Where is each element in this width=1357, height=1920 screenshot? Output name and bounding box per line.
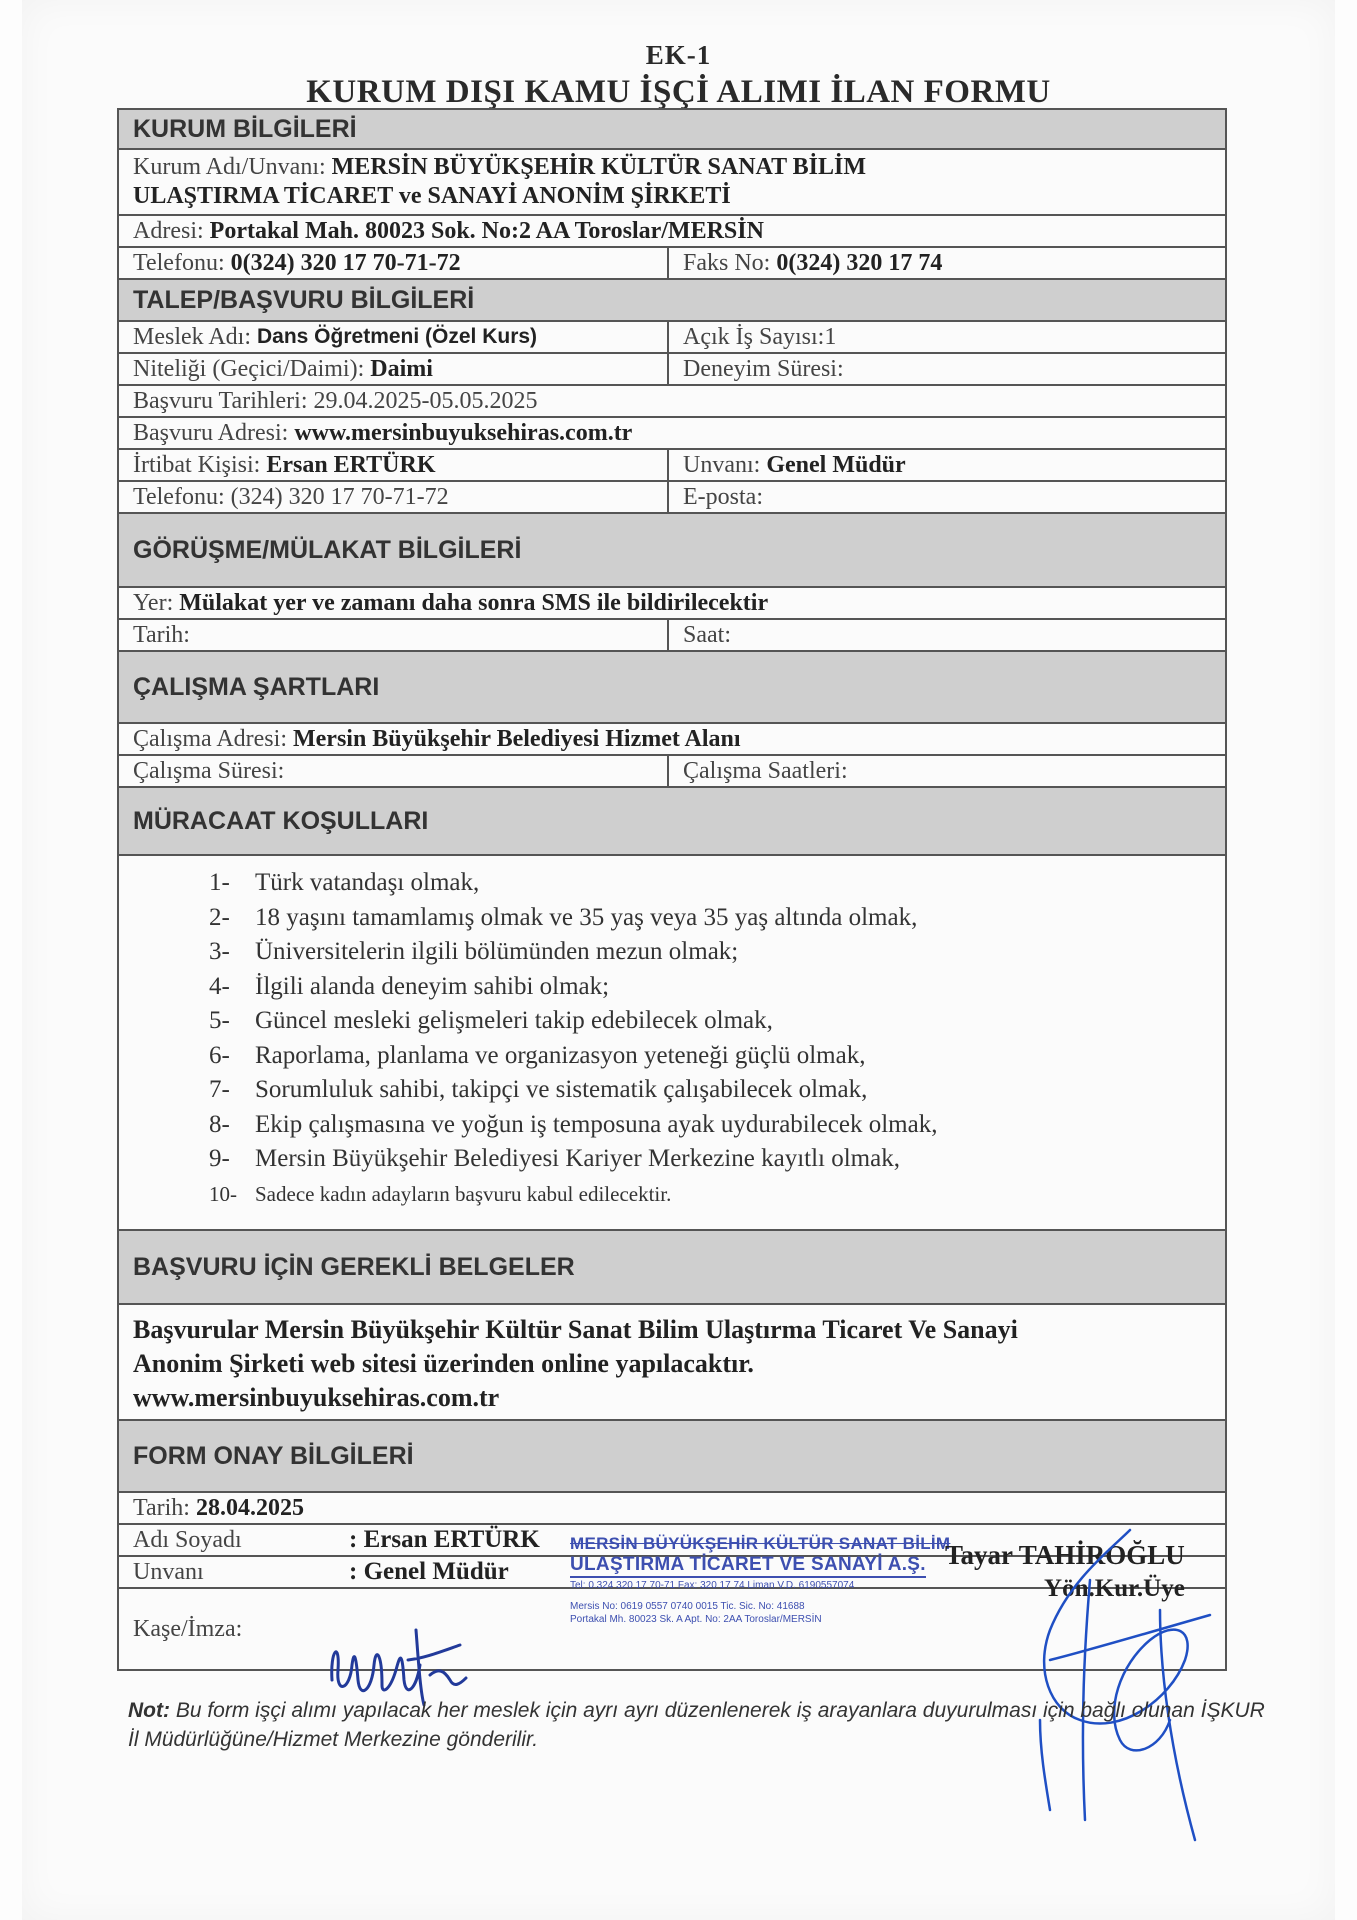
section-muracaat: MÜRACAAT KOŞULLARI	[119, 788, 1225, 856]
openings-label: Açık İş Sayısı:	[683, 323, 825, 350]
note-text: Bu form işçi alımı yapılacak her meslek için ayrı ayrı düzenlenerek iş arayanlara duyurulması için bağlı olunan İŞKUR İl Müdürlüğüne/Hizmet Merkezine gönderilir.	[128, 1699, 1265, 1751]
work-address-label: Çalışma Adresi:	[133, 725, 287, 752]
contact-title-value: Genel Müdür	[766, 451, 906, 478]
interview-place-value: Mülakat yer ve zamanı daha sonra SMS ile bildirilecektir	[179, 589, 769, 616]
approval-title-label: Unvanı	[133, 1558, 204, 1585]
condition-item: 1- Türk vatandaşı olmak,	[209, 869, 480, 896]
dates-value: 29.04.2025-05.05.2025	[313, 387, 538, 414]
documents-block	[119, 1305, 1225, 1421]
kurum-address: Portakal Mah. 80023 Sok. No:2 AA Toroslar/MERSİN	[209, 217, 764, 244]
stamp-label: Kaşe/İmza:	[133, 1615, 243, 1642]
kurum-name-line2: ULAŞTIRMA TİCARET ve SANAYİ ANONİM ŞİRKETİ	[133, 183, 731, 209]
section-gorusme: GÖRÜŞME/MÜLAKAT BİLGİLERİ	[119, 514, 1225, 588]
work-hours-label: Çalışma Saatleri:	[683, 757, 848, 784]
form-title: KURUM DIŞI KAMU İŞÇİ ALIMI İLAN FORMU	[306, 74, 1051, 110]
condition-item: 9- Mersin Büyükşehir Belediyesi Kariyer Merkezine kayıtlı olmak,	[209, 1145, 900, 1172]
kurum-name-label: Kurum Adı/Unvanı:	[133, 154, 326, 180]
contact-title-label: Unvanı:	[683, 451, 761, 478]
interview-date-label: Tarih:	[133, 621, 190, 648]
approval-name-value: : Ersan ERTÜRK	[349, 1526, 540, 1553]
row-type	[119, 354, 1225, 386]
row-kurum-address	[119, 216, 1225, 248]
stamp-line5: Portakal Mh. 80023 Sk. A Apt. No: 2AA Toroslar/MERSİN	[570, 1614, 822, 1625]
row-contact-phone	[119, 482, 1225, 514]
work-address-value: Mersin Büyükşehir Belediyesi Hizmet Alanı	[292, 725, 741, 752]
row-kurum-phone	[119, 248, 1225, 280]
stamp-line1: MERSİN BÜYÜKŞEHİR KÜLTÜR SANAT BİLİM	[570, 1534, 951, 1553]
form-code: EK-1	[645, 40, 712, 70]
row-dates	[119, 386, 1225, 418]
kurum-phone: 0(324) 320 17 70-71-72	[230, 249, 461, 276]
stamp-line4: Mersis No: 0619 0557 0740 0015 Tic. Sic. No: 41688	[570, 1601, 805, 1612]
documents-line1: Başvurular Mersin Büyükşehir Kültür Sanat Bilim Ulaştırma Ticaret Ve Sanayi	[133, 1315, 1018, 1344]
kurum-fax: 0(324) 320 17 74	[776, 249, 943, 276]
dates-label: Başvuru Tarihleri:	[133, 387, 308, 414]
row-work-duration	[119, 756, 1225, 788]
kurum-phone-label: Telefonu:	[133, 249, 225, 276]
announcement-form	[117, 108, 1227, 1671]
section-calisma: ÇALIŞMA ŞARTLARI	[119, 652, 1225, 724]
contact-label: İrtibat Kişisi:	[133, 451, 261, 478]
row-contact	[119, 450, 1225, 482]
row-work-address	[119, 724, 1225, 756]
row-kurum-name	[119, 150, 1225, 216]
conditions-list	[119, 856, 1225, 1211]
condition-item: 8- Ekip çalışmasına ve yoğun iş temposuna ayak uydurabilecek olmak,	[209, 1110, 938, 1138]
condition-item: 7- Sorumluluk sahibi, takipçi ve sistematik çalışabilecek olmak,	[209, 1076, 868, 1103]
company-stamp	[570, 1534, 970, 1625]
condition-item: 4- İlgili alanda deneyim sahibi olmak;	[209, 972, 610, 1000]
row-approval-date	[119, 1493, 1225, 1525]
condition-item: 2- 18 yaşını tamamlamış olmak ve 35 yaş veya 35 yaş altında olmak,	[209, 903, 918, 931]
app-address-label: Başvuru Adresi:	[133, 419, 289, 446]
approval-date-label: Tarih:	[133, 1494, 190, 1521]
signer-name: Tayar TAHİROĞLU	[945, 1540, 1185, 1570]
stamp-line2: ULAŞTIRMA TİCARET VE SANAYİ A.Ş.	[570, 1554, 926, 1578]
condition-item: 5- Güncel mesleki gelişmeleri takip edebilecek olmak,	[209, 1007, 773, 1034]
contact-phone-value: (324) 320 17 70-71-72	[230, 483, 449, 510]
documents-url: www.mersinbuyuksehiras.com.tr	[133, 1383, 500, 1412]
approval-title-value: : Genel Müdür	[349, 1558, 509, 1585]
signer-title: Yön.Kur.Üye	[1044, 1575, 1185, 1602]
type-label: Niteliği (Geçici/Daimi):	[133, 355, 365, 382]
app-address-value: www.mersinbuyuksehiras.com.tr	[294, 419, 633, 446]
section-belgeler: BAŞVURU İÇİN GEREKLİ BELGELER	[119, 1231, 1225, 1305]
kurum-name-line1: MERSİN BÜYÜKŞEHİR KÜLTÜR SANAT BİLİM	[331, 154, 866, 180]
contact-phone-label: Telefonu:	[133, 483, 225, 510]
kurum-address-label: Adresi:	[133, 217, 204, 244]
interview-place-label: Yer:	[133, 589, 174, 616]
section-onay: FORM ONAY BİLGİLERİ	[119, 1421, 1225, 1493]
documents-line2: Anonim Şirketi web sitesi üzerinden online yapılacaktır.	[133, 1349, 754, 1378]
job-label: Meslek Adı:	[133, 323, 251, 350]
job-value: Dans Öğretmeni (Özel Kurs)	[257, 325, 538, 348]
openings-value: 1	[824, 323, 837, 350]
contact-value: Ersan ERTÜRK	[266, 451, 436, 478]
interview-time-label: Saat:	[683, 621, 731, 648]
conditions-block	[119, 856, 1225, 1231]
approval-date-value: 28.04.2025	[195, 1494, 304, 1521]
condition-item: 3- Üniversitelerin ilgili bölümünden mezun olmak;	[209, 938, 739, 965]
condition-item: 6- Raporlama, planlama ve organizasyon yeteneği güçlü olmak,	[209, 1041, 866, 1069]
experience-label: Deneyim Süresi:	[683, 355, 844, 382]
note-label: Not:	[128, 1699, 170, 1722]
row-interview-date	[119, 620, 1225, 652]
kurum-fax-label: Faks No:	[683, 249, 771, 276]
row-interview-place	[119, 588, 1225, 620]
section-kurum: KURUM BİLGİLERİ	[119, 110, 1225, 150]
work-duration-label: Çalışma Süresi:	[133, 757, 285, 784]
type-value: Daimi	[370, 355, 433, 382]
section-talep: TALEP/BAŞVURU BİLGİLERİ	[119, 280, 1225, 322]
approval-name-label: Adı Soyadı	[133, 1526, 242, 1553]
second-signer	[945, 1540, 1185, 1603]
footer-note	[128, 1696, 1278, 1754]
stamp-line3: Tel: 0.324 320 17 70-71 Fax: 320 17 74 Liman V.D. 6190557074	[570, 1580, 855, 1591]
row-job	[119, 322, 1225, 354]
email-label: E-posta:	[683, 483, 763, 510]
condition-item: 10- Sadece kadın adayların başvuru kabul edilecektir.	[209, 1181, 672, 1206]
row-app-address	[119, 418, 1225, 450]
